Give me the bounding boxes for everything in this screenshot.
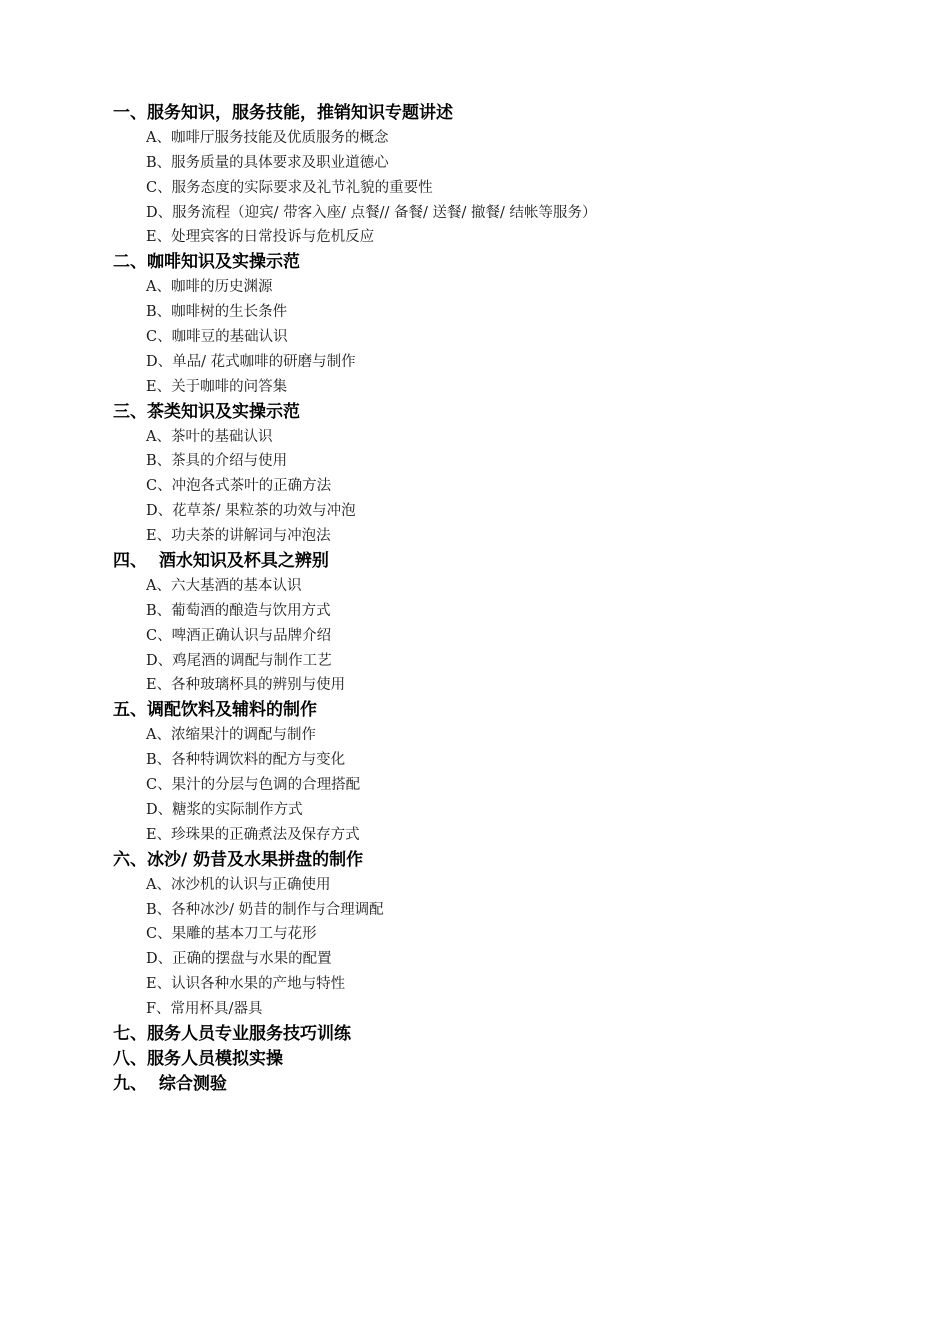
list-item: C、果汁的分层与色调的合理搭配 bbox=[146, 777, 361, 794]
section-8 bbox=[113, 1047, 873, 1072]
list-item: C、服务态度的实际要求及礼节礼貌的重要性 bbox=[146, 179, 433, 196]
list-item: C、啤酒正确认识与品牌介绍 bbox=[146, 627, 332, 644]
list-item: B、各种特调饮料的配方与变化 bbox=[146, 752, 346, 769]
list-item: F、常用杯具/器具 bbox=[146, 1001, 263, 1018]
list-item: E、处理宾客的日常投诉与危机反应 bbox=[146, 229, 375, 246]
section-item-list bbox=[113, 574, 873, 698]
list-item: D、鸡尾酒的调配与制作工艺 bbox=[146, 652, 332, 669]
list-item: B、茶具的介绍与使用 bbox=[146, 453, 288, 470]
list-item: C、果雕的基本刀工与花形 bbox=[146, 926, 317, 943]
list-item: B、咖啡树的生长条件 bbox=[146, 304, 288, 321]
section-heading: 五、调配饮料及辅料的制作 bbox=[113, 700, 317, 721]
list-item: A、六大基酒的基本认识 bbox=[146, 577, 302, 594]
list-item: B、各种冰沙/ 奶昔的制作与合理调配 bbox=[146, 901, 384, 918]
list-item: E、功夫茶的讲解词与冲泡法 bbox=[146, 528, 331, 545]
section-heading: 二、咖啡知识及实操示范 bbox=[113, 252, 300, 273]
list-item: B、葡萄酒的酿造与饮用方式 bbox=[146, 602, 331, 619]
section-heading: 三、茶类知识及实操示范 bbox=[113, 401, 300, 422]
list-item: B、服务质量的具体要求及职业道德心 bbox=[146, 154, 389, 171]
section-2 bbox=[113, 250, 873, 399]
section-heading: 六、冰沙/ 奶昔及水果拼盘的制作 bbox=[113, 849, 364, 870]
list-item: E、关于咖啡的问答集 bbox=[146, 378, 288, 395]
section-item-list bbox=[113, 873, 873, 1022]
list-item: A、茶叶的基础认识 bbox=[146, 428, 273, 445]
section-4 bbox=[113, 549, 873, 698]
list-item: E、各种玻璃杯具的辨别与使用 bbox=[146, 677, 346, 694]
list-item: E、认识各种水果的产地与特性 bbox=[146, 976, 346, 993]
section-heading: 八、服务人员模拟实操 bbox=[113, 1048, 283, 1069]
section-3 bbox=[113, 400, 873, 549]
section-heading: 九、 综合测验 bbox=[113, 1073, 227, 1094]
list-item: A、咖啡的历史渊源 bbox=[146, 279, 273, 296]
list-item: D、糖浆的实际制作方式 bbox=[146, 801, 303, 818]
section-6 bbox=[113, 848, 873, 1022]
section-item-list bbox=[113, 275, 873, 399]
section-heading: 一、服务知识，服务技能，推销知识专题讲述 bbox=[113, 103, 453, 123]
section-item-list bbox=[113, 425, 873, 549]
course-outline bbox=[113, 101, 873, 1097]
section-9 bbox=[113, 1072, 873, 1097]
list-item: C、咖啡豆的基础认识 bbox=[146, 329, 288, 346]
section-heading: 七、服务人员专业服务技巧训练 bbox=[113, 1023, 351, 1044]
section-5 bbox=[113, 698, 873, 847]
section-item-list bbox=[113, 723, 873, 847]
section-item-list bbox=[113, 126, 873, 250]
section-heading: 四、 酒水知识及杯具之辨别 bbox=[113, 551, 329, 572]
list-item: A、咖啡厅服务技能及优质服务的概念 bbox=[146, 129, 389, 146]
section-1 bbox=[113, 101, 873, 250]
list-item: D、花草茶/ 果粒茶的功效与冲泡 bbox=[146, 503, 356, 520]
list-item: A、冰沙机的认识与正确使用 bbox=[146, 876, 331, 893]
list-item: D、正确的摆盘与水果的配置 bbox=[146, 951, 332, 968]
list-item: D、服务流程（迎宾/ 带客入座/ 点餐// 备餐/ 送餐/ 撤餐/ 结帐等服务） bbox=[146, 204, 597, 221]
list-item: D、单品/ 花式咖啡的研磨与制作 bbox=[146, 353, 356, 370]
list-item: C、冲泡各式茶叶的正确方法 bbox=[146, 478, 332, 495]
section-7 bbox=[113, 1022, 873, 1047]
list-item: A、浓缩果汁的调配与制作 bbox=[146, 727, 316, 744]
list-item: E、珍珠果的正确煮法及保存方式 bbox=[146, 826, 360, 843]
